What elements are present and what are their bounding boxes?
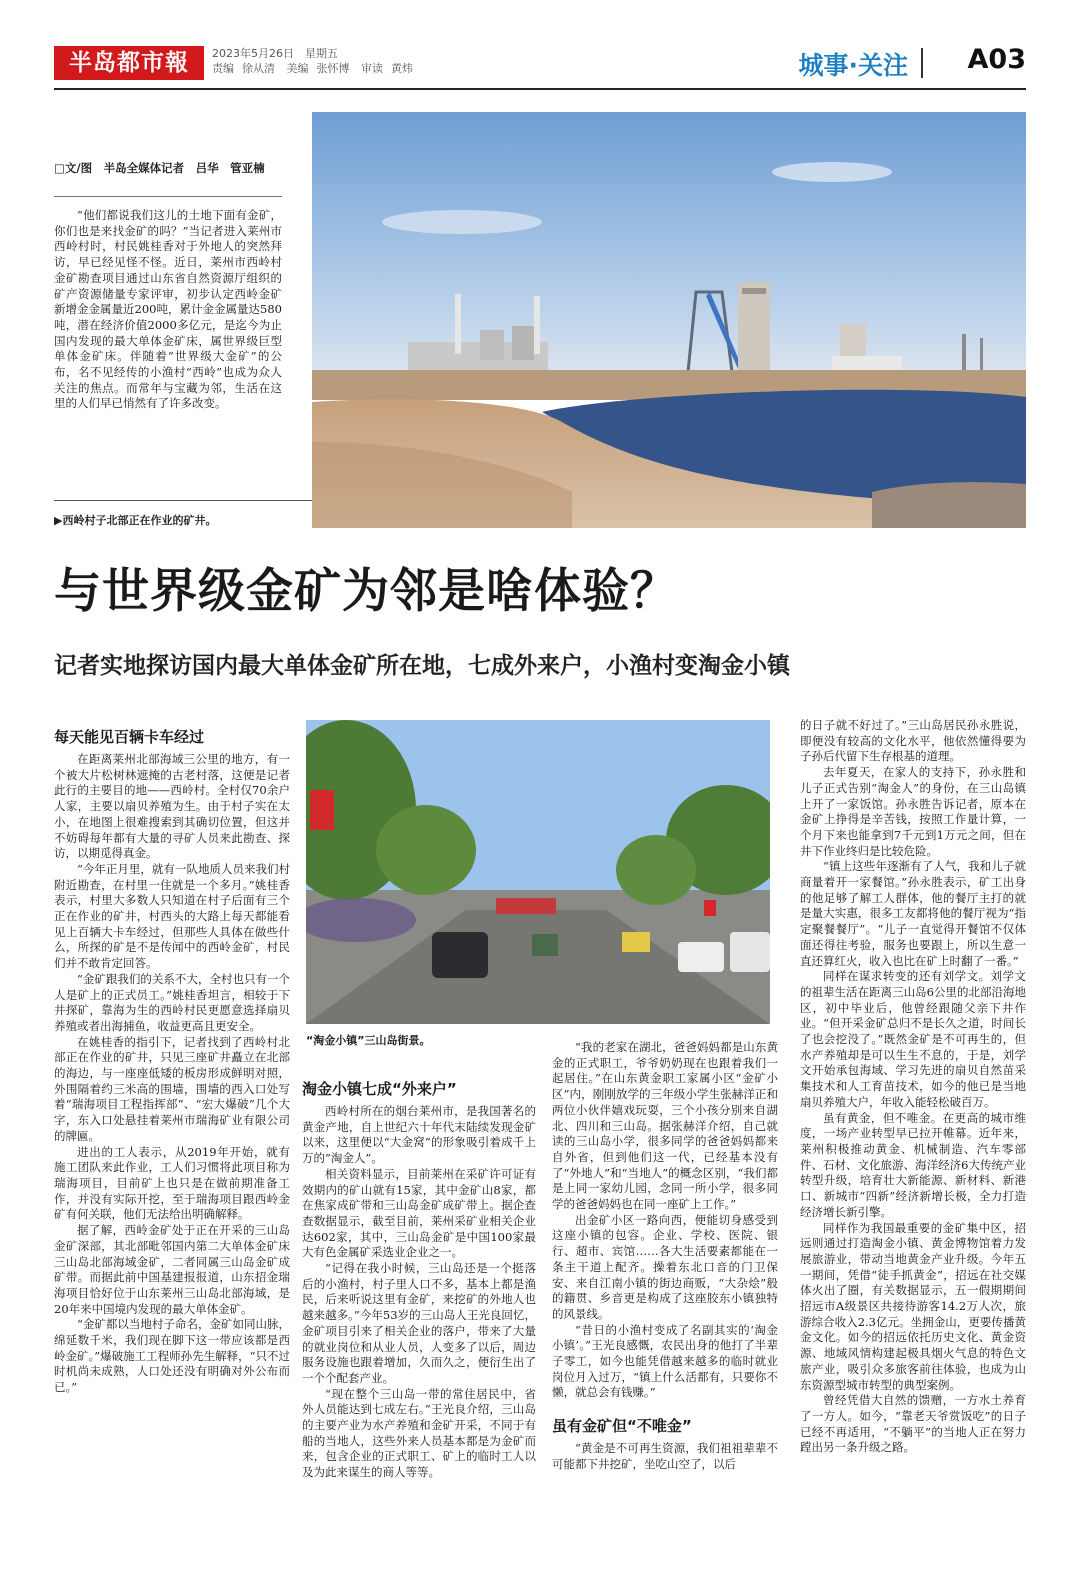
editor-name: 徐从清 (242, 62, 275, 75)
caption-divider (54, 500, 312, 501)
paragraph: 的日子就不好过了。”三山岛居民孙永胜说，即便没有较高的文化水平，他依然懂得要为子孙后代留下生存根基的道理。 (800, 718, 1026, 764)
article-byline: □文/图 半岛全媒体记者 吕华 管亚楠 (54, 161, 265, 175)
top-photo-caption: ▶西岭村子北部正在作业的矿井。 (54, 514, 217, 527)
paragraph: “黄金是不可再生资源，我们祖祖辈辈不可能都下井挖矿，坐吃山空了，以后 (552, 1441, 778, 1471)
masthead (54, 44, 1026, 88)
designer-label: 美编 (286, 62, 309, 75)
issue-date: 2023年5月26日 (212, 47, 294, 60)
paragraph: 相关资料显示，目前莱州在采矿许可证有效期内的矿山就有15家，其中金矿山8家，都在焦家成矿带和三山岛金矿成矿带上。据企查查数据显示，截至目前，莱州采矿业相关企业达602家，其中，三山岛金矿是中国100家最大有色金属矿采选业企业之一。 (302, 1166, 536, 1260)
editor-label: 责编 (212, 62, 234, 75)
page-number: A03 (967, 44, 1026, 75)
masthead-rule (54, 88, 1026, 90)
byline-divider (54, 196, 282, 197)
paragraph: 进出的工人表示，从2019年开始，就有施工团队来此作业，工人们习惯将此项目称为瑞海项目，目前矿上也只是在做前期准备工作，并没有实际开挖，至于瑞海项目跟西岭金矿有何关联，他们无法给出明确解释。 (54, 1144, 290, 1222)
paragraph: 据了解，西岭金矿处于正在开采的三山岛金矿深部，其北部毗邻国内第二大单体金矿床三山岛北部海域金矿，二者同属三山岛金矿成矿带。而据此前中国基建报报道，山东招金瑞海项目恰好位于山东莱州三山岛北部海域，是20年来中国境内发现的最大单体金矿。 (54, 1223, 290, 1316)
issue-meta (212, 46, 421, 76)
article-column-3 (552, 1040, 778, 1473)
issue-weekday: 星期五 (305, 47, 338, 60)
proof-label: 审读 (361, 62, 383, 75)
paragraph: 同样在谋求转变的还有刘学文。刘学文的祖辈生活在距离三山岛6公里的北部沿海地区，初中毕业后，他曾经跟随父亲下井作业。“但开采金矿总归不是长久之道，时间长了也会挖没了。”既然金矿是不可再生的，但水产养殖却是可以生生不息的，于是，刘学文开始承包海域、学习先进的扇贝自然苗采集技术和人工育苗技术，如今的他已是当地扇贝养殖大户，年收入能轻松破百万。 (800, 969, 1026, 1109)
paragraph: “记得在我小时候，三山岛还是一个挺落后的小渔村，村子里人口不多，基本上都是渔民，后来听说这里有金矿，来挖矿的外地人也越来越多。”今年53岁的三山岛人王光良回忆，金矿项目引来了相关企业的落户，带来了大量的就业岗位和从业人员，人变多了以后，周边服务设施也跟着增加，久而久之，便衍生出了一个个配套产业。 (302, 1261, 536, 1385)
paragraph: 出金矿小区一路向西，便能切身感受到这座小镇的包容。企业、学校、医院、银行、超市、宾馆……各大生活要素都能在一条主干道上配齐。操着东北口音的门卫保安、来自江南小镇的街边商贩，“大杂烩”般的籍贯、乡音更是构成了这座胶东小镇独特的风景线。 (552, 1212, 778, 1321)
section-heading-not-only-gold: 虽有金矿但“不唯金” (552, 1417, 692, 1436)
paragraph: 同样作为我国最重要的金矿集中区，招远则通过打造淘金小镇、黄金博物馆着力发展旅游业，带动当地黄金产业升级。今年五一期间，凭借“徒手抓黄金”，招远在社交媒体火出了圈，有关数据显示，五一假期期间招远市A级景区共接待游客14.2万人次，旅游综合收入2.3亿元。坐拥金山，更要传播黄金文化。如今的招远依托历史文化、黄金资源、地域风情构建起极具烟火气息的特色文旅产业，吸引众多旅客前往体验，也成为山东资源型城市转型的典型案例。 (800, 1220, 1026, 1392)
paragraph: 在距离莱州北部海域三公里的地方，有一个被大片松树林遮掩的古老村落，这便是记者此行的主要目的地——西岭村。全村仅70余户人家，主要以扇贝养殖为生。由于村子实在太小，在地图上很难搜索到其确切位置，但这并不妨碍每年都有大量的寻矿人员来此勘查、探访，以期觅得真金。 (54, 752, 290, 861)
proof-name: 黄炜 (391, 62, 413, 75)
paragraph: “现在整个三山岛一带的常住居民中，省外人员能达到七成左右。”王光良介绍，三山岛的主要产业为水产养殖和金矿开采，不同于有船的当地人，这些外来人员基本都是为金矿而来，包含企业的正式职工、矿上的临时工人以及为此来谋生的商人等等。 (302, 1386, 536, 1480)
lead-paragraph: “他们都说我们这儿的土地下面有金矿，你们也是来找金矿的吗？”当记者进入莱州市西岭村时，村民姚桂香对于外地人的突然拜访，早已经见怪不怪。近日，莱州市西岭村金矿勘查项目通过山东省自然资源厅组织的矿产资源储量专家评审，初步认定西岭金矿新增金金属量近200吨，累计金金属量达580吨，潜在经济价值2000多亿元，是迄今为止国内发现的最大单体金矿床，属世界级巨型单体金矿床。伴随着“世界级大金矿”的公布，名不见经传的小渔村“西岭”也成为众人关注的焦点。而常年与宝藏为邻，生活在这里的人们早已悄然有了许多改变。 (54, 208, 282, 411)
paragraph: 虽有黄金，但不唯金。在更高的城市维度，一场产业转型早已拉开帷幕。近年来，莱州积极推动黄金、机械制造、汽车零部件、石材、文化旅游、海洋经济6大传统产业转型升级，培育壮大新能源、新材料、新港口、新城市“四新”经济新增长极，全力打造经济增长新引擎。 (800, 1110, 1026, 1219)
article-column-1 (54, 724, 290, 1396)
paragraph: “昔日的小渔村变成了名副其实的‘淘金小镇’。”王光良感慨，农民出身的他打了半辈子零工，如今也能凭借越来越多的临时就业岗位月入过万，“镇上什么活都有，只要你不懒，就总会有钱赚。” (552, 1322, 778, 1400)
paragraph: 曾经凭借大自然的馈赠，一方水土养育了一方人。如今，“靠老天爷赏饭吃”的日子已经不再适用，“不躺平”的当地人正在努力蹚出另一条升级之路。 (800, 1393, 1026, 1455)
page-subheadline: 记者实地探访国内最大单体金矿所在地，七成外来户，小渔村变淘金小镇 (54, 653, 790, 679)
mine-shaft-photo (312, 112, 1026, 528)
paragraph: “我的老家在湖北，爸爸妈妈都是山东黄金的正式职工，爷爷奶奶现在也跟着我们一起居住。”在山东黄金职工家属小区“金矿小区”内，刚刚放学的三年级小学生张赫洋正和两位小伙伴嬉戏玩耍，三个小孩分别来自湖北、四川和三山岛。据张赫洋介绍，自己就读的三山岛小学，很多同学的爸爸妈妈都来自外省，但到他们这一代，已经基本没有了“外地人”和“当地人”的概念区别，“我们都是上同一家幼儿园，念同一所小学，很多同学的爸爸妈妈也在同一座矿上工作。” (552, 1040, 778, 1212)
paragraph: 西岭村所在的烟台莱州市，是我国著名的黄金产地，自上世纪六十年代末陆续发现金矿以来，这里便以“大金窝”的形象吸引着成千上万的“淘金人”。 (302, 1104, 536, 1166)
paragraph: 去年夏天，在家人的支持下，孙永胜和儿子正式告别“淘金人”的身份，在三山岛镇上开了一家饭馆。孙永胜告诉记者，原本在金矿上挣得是辛苦钱，按照工作量计算，一个月下来也能拿到7千元到1万元之间，但在井下作业终归是比较危险。 (800, 765, 1026, 858)
newspaper-logo: 半岛都市報 (54, 46, 204, 80)
section-heading-trucks: 每天能见百辆卡车经过 (54, 728, 205, 746)
street-photo-caption: “淘金小镇”三山岛街景。 (306, 1034, 431, 1047)
article-column-2 (302, 1076, 536, 1481)
page-headline: 与世界级金矿为邻是啥体验？ (54, 564, 678, 619)
street-scene-photo (306, 720, 770, 1024)
paragraph: “金矿跟我们的关系不大，全村也只有一个人是矿上的正式员工。”姚桂香坦言，相较于下井探矿，靠海为生的西岭村民更愿意选择扇贝养殖或者出海捕鱼，收益更高且更安全。 (54, 971, 290, 1033)
paragraph: 在姚桂香的指引下，记者找到了西岭村北部正在作业的矿井，只见三座矿井矗立在北部的海边，与一座座低矮的板房形成鲜明对照，外围隔着约三米高的围墙，围墙的西入口处写着“瑞海项目工程指挥部”、“宏大爆破”几个大字，东入口处悬挂着莱州市瑞海矿业有限公司的牌匾。 (54, 1034, 290, 1143)
designer-name: 张怀博 (316, 62, 350, 75)
section-title: 城事·关注 (798, 51, 908, 80)
article-column-4 (800, 718, 1026, 1456)
paragraph: “今年正月里，就有一队地质人员来我们村附近勘查，在村里一住就是一个多月。”姚桂香表示，村里大多数人只知道在村子后面有三个正在作业的矿井，村西头的大路上每天都能看见上百辆大卡车经过，但那些人具体在做些什么，所探的矿是不是传闻中的西岭金矿，村民们并不敢肯定回答。 (54, 861, 290, 971)
paragraph: “金矿都以当地村子命名，金矿如同山脉，绵延数千米，我们现在脚下这一带应该都是西岭金矿。”爆破施工工程师孙先生解释，“只不过时机尚未成熟，人口处还没有明确对外公布而已。” (54, 1317, 291, 1395)
masthead-divider (921, 48, 923, 78)
section-heading-outsiders: 淘金小镇七成“外来户” (302, 1080, 457, 1098)
paragraph: “镇上这些年逐渐有了人气，我和儿子就商量着开一家餐馆。”孙永胜表示，矿工出身的他足够了解工人群体，他的餐厅主打的就是量大实惠，很多工友都将他的餐厅视为“指定聚餐餐厅”。“儿子一直觉得开餐馆不仅体面还得往考验，服务也要跟上，所以生意一直还算红火，收入也比在矿上时翻了一番。” (800, 859, 1026, 968)
